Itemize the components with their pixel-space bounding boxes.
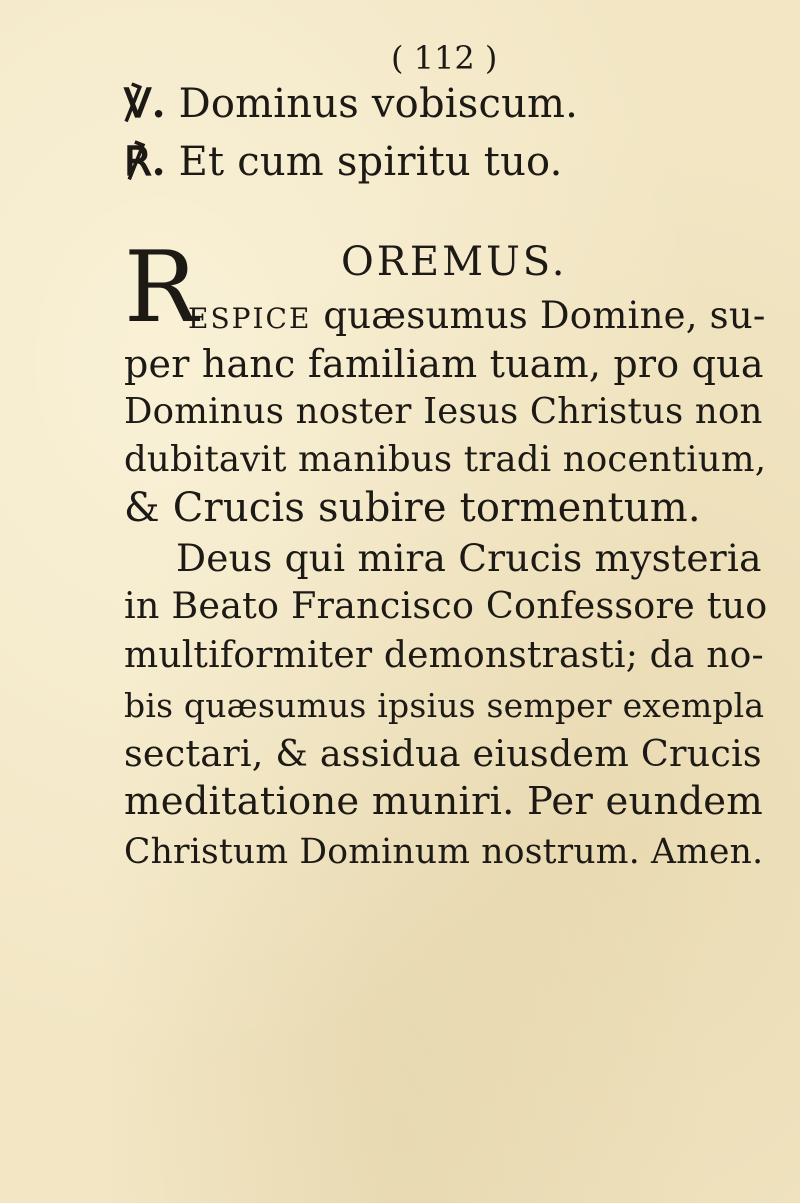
prayer2-line-1: Deus qui mira Crucis mysteria — [176, 536, 762, 580]
prayer2-line-3: multiformiter demonstrasti; da no- — [124, 635, 764, 676]
prayer1-line-4: dubitavit manibus tradi nocentium, — [124, 439, 767, 480]
versicle-text: Dominus vobiscum. — [178, 81, 579, 127]
response-text: Et cum spiritu tuo. — [178, 139, 563, 185]
prayer2-line-6: meditatione muniri. Per eundem — [124, 779, 763, 824]
prayer2-line-5: sectari, & assidua eiusdem Crucis — [124, 732, 762, 775]
prayer1-line-1-text: quæsumus Domine, su- — [323, 294, 766, 337]
page-number: ( 112 ) — [391, 39, 498, 77]
prayer1-line-3: Dominus noster Iesus Christus non — [124, 391, 763, 432]
prayer-heading: OREMUS. — [341, 239, 568, 285]
response-line — [124, 136, 563, 188]
prayer2-line-7: Christum Dominum nostrum. Amen. — [124, 832, 764, 872]
prayer1-line-5: & Crucis subire tormentum. — [124, 485, 701, 531]
drop-cap: R — [124, 231, 198, 345]
first-word-small-caps: ESPICE — [188, 302, 312, 335]
prayer1-line-2: per hanc familiam tuam, pro qua — [124, 342, 764, 386]
bleed-through-text — [130, 880, 142, 928]
versicle-symbol: ℣. — [124, 80, 166, 127]
prayer1-line-1 — [188, 290, 766, 345]
prayer2-line-4: bis quæsumus ipsius semper exempla — [124, 686, 765, 725]
prayer2-line-2: in Beato Francisco Confessore tuo — [124, 584, 768, 627]
versicle-line — [124, 78, 578, 130]
response-symbol: ℟. — [124, 138, 166, 185]
